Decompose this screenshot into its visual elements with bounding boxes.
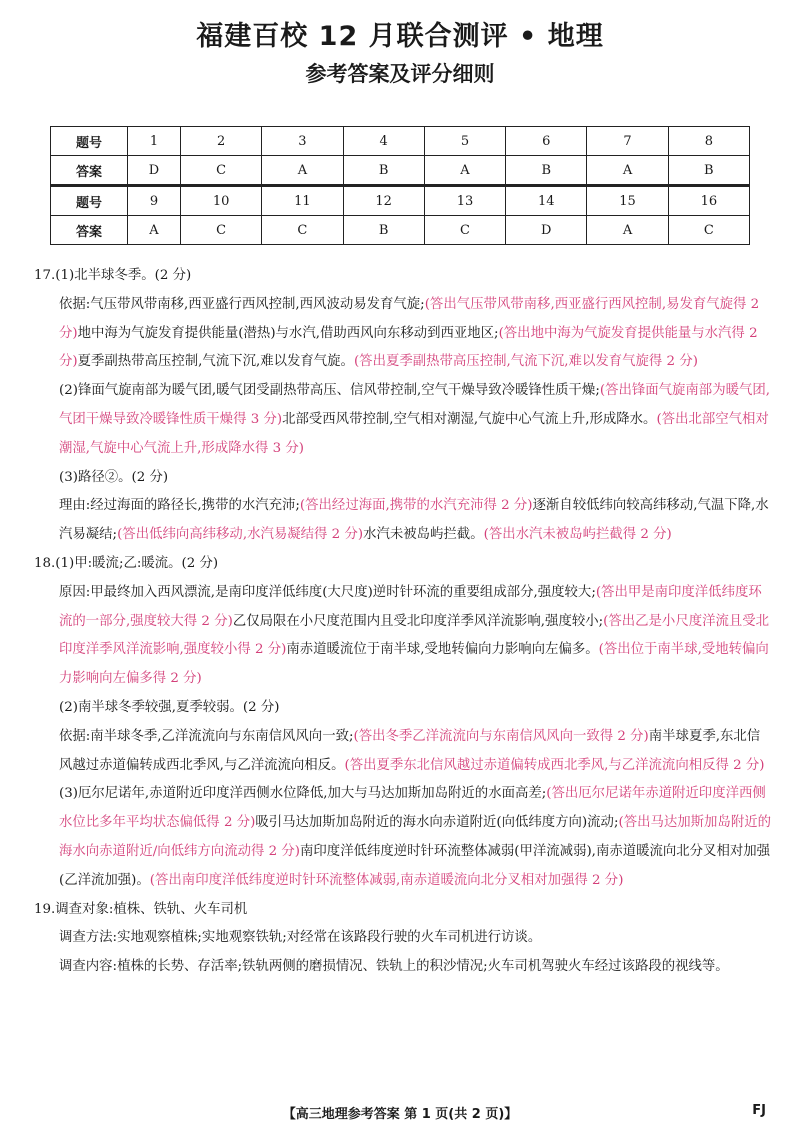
page-footer: 【高三地理参考答案 第 1 页(共 2 页)】 (282, 1107, 518, 1122)
question-number: 3 (262, 127, 343, 156)
scoring-note: (答出北部空气相对潮湿,气旋中心气流上升,形成降水得 3 分) (59, 411, 769, 456)
table-row-numbers-1 (51, 127, 750, 156)
q18-part1-heading: 18.(1)甲:暖流;乙:暖流。(2 分) (34, 555, 219, 571)
q18-part2-explanation (34, 723, 772, 781)
q19-subjects: 19.调查对象:植株、铁轨、火车司机 (34, 901, 248, 917)
question-number: 2 (180, 127, 261, 156)
answer-cell: B (343, 156, 424, 186)
answer-cell: A (587, 216, 668, 245)
row-answer-label: 答案 (51, 156, 128, 186)
scoring-note: (答出位于南半球,受地转偏向力影响向左偏多得 2 分) (59, 642, 769, 687)
answer-cell: D (506, 216, 587, 245)
q18-part2-heading: (2)南半球冬季较强,夏季较弱。(2 分) (59, 699, 280, 715)
question-number: 9 (128, 186, 181, 216)
scoring-note: (答出锋面气旋南部为暖气团,气团干燥导致冷暖锋性质干燥得 3 分) (59, 383, 771, 427)
table-row-answers-2 (51, 216, 750, 245)
scoring-note: (答出低纬向高纬移动,水汽易凝结得 2 分) (117, 527, 364, 543)
question-number: 16 (668, 186, 749, 216)
answer-cell: D (128, 156, 181, 186)
question-number: 8 (668, 127, 749, 156)
answer-text: 原因:甲最终加入西风漂流,是南印度洋低纬度(大尺度)逆时针环流的重要组成部分,强度较大; (59, 584, 596, 600)
answer-cell: C (180, 216, 261, 245)
scoring-note: (答出气压带风带南移,西亚盛行西风控制,易发育气旋得 2 分) (59, 296, 760, 341)
page-subtitle: 参考答案及评分细则 (305, 62, 495, 86)
answer-text: 北部受西风带控制,空气相对潮湿,气旋中心气流上升,形成降水。 (282, 411, 657, 427)
scoring-note: (答出南印度洋低纬度逆时针环流整体减弱,南赤道暖流向北分叉相对加强得 2 分) (149, 872, 624, 888)
scoring-note: (答出水汽未被岛屿拦截得 2 分) (483, 527, 672, 543)
answer-text: (3)厄尔尼诺年,赤道附近印度洋西侧水位降低,加大与马达加斯加岛附近的水面高差; (59, 786, 547, 802)
scoring-note: (答出马达加斯加岛附近的海水向赤道附近/向低纬方向流动得 2 分) (59, 815, 771, 859)
question-number: 1 (128, 127, 181, 156)
question-number: 7 (587, 127, 668, 156)
row-answer-label: 答案 (51, 216, 128, 245)
scoring-note: (答出冬季乙洋流流向与东南信风风向一致得 2 分) (353, 728, 649, 744)
answer-cell: A (587, 156, 668, 186)
scoring-note: (答出甲是南印度洋低纬度环流的一部分,强度较大得 2 分) (59, 584, 762, 629)
table-row-answers-1 (51, 156, 750, 186)
answer-cell: C (424, 216, 505, 245)
answer-cell: B (506, 156, 587, 186)
scoring-note: (答出乙是小尺度洋流且受北印度洋季风洋流影响,强度较小得 2 分) (59, 613, 770, 658)
answer-cell: B (668, 156, 749, 186)
answer-text: 夏季副热带高压控制,气流下沉,难以发育气旋。 (77, 354, 354, 370)
q17-part2 (34, 377, 772, 463)
answer-cell: C (262, 216, 343, 245)
question-number: 11 (262, 186, 343, 216)
answer-text: (2)锋面气旋南部为暖气团,暖气团受副热带高压、信风带控制,空气干燥导致冷暖锋性质干燥; (59, 383, 600, 399)
answer-table (50, 126, 750, 245)
page-title: 福建百校 12 月联合测评 • 地理 (196, 21, 604, 52)
answer-text: 依据:南半球冬季,乙洋流流向与东南信风风向一致; (59, 728, 354, 744)
question-number: 4 (343, 127, 424, 156)
question-number: 5 (424, 127, 505, 156)
scoring-note: (答出经过海面,携带的水汽充沛得 2 分) (299, 498, 533, 514)
answer-text: 逐渐自较低纬向较高纬移动,气温下降,水汽易凝结; (59, 498, 769, 543)
answer-cell: C (180, 156, 261, 186)
q18-part1-explanation (34, 579, 772, 694)
question-number: 15 (587, 186, 668, 216)
question-number: 14 (506, 186, 587, 216)
answer-text: 吸引马达加斯加岛附近的海水向赤道附近(向低纬度方向)流动; (255, 815, 619, 831)
row-header-label: 题号 (51, 186, 128, 216)
answer-text: 依据:气压带风带南移,西亚盛行西风控制,西风波动易发育气旋; (59, 296, 425, 312)
answer-text: 南印度洋低纬度逆时针环流整体减弱(甲洋流减弱),南赤道暖流向北分叉相对加强(乙洋流加强)。 (59, 843, 771, 888)
answer-text: 乙仅局限在小尺度范围内且受北印度洋季风洋流影响,强度较小; (232, 613, 604, 629)
q17-part3-explanation (34, 492, 772, 550)
q19-methods: 调查方法:实地观察植株;实地观察铁轨;对经常在该路段行驶的火车司机进行访谈。 (59, 930, 542, 946)
q17-part1-explanation (34, 291, 772, 377)
answer-text: 南半球夏季,东北信风越过赤道偏转成西北季风,与乙洋流流向相反。 (59, 728, 761, 773)
scoring-note: (答出夏季副热带高压控制,气流下沉,难以发育气旋得 2 分) (353, 354, 698, 370)
q19-contents: 调查内容:植株的长势、存活率;铁轨两侧的磨损情况、铁轨上的积沙情况;火车司机驾驶火车经过该路段的视线等。 (59, 959, 729, 975)
question-number: 13 (424, 186, 505, 216)
q17-part1-heading: 17.(1)北半球冬季。(2 分) (34, 268, 192, 283)
scoring-note: (答出厄尔尼诺年赤道附近印度洋西侧水位比多年平均状态偏低得 2 分) (59, 786, 766, 831)
answer-text: 南赤道暖流位于南半球,受地转偏向力影响向左偏多。 (286, 642, 599, 658)
question-number: 6 (506, 127, 587, 156)
table-row-numbers-2 (51, 186, 750, 216)
answer-cell: A (128, 216, 181, 245)
footer-region-code: FJ (752, 1103, 766, 1118)
answer-text: 水汽未被岛屿拦截。 (363, 527, 484, 543)
row-header-label: 题号 (51, 127, 128, 156)
q18-part3 (34, 780, 772, 895)
answer-text: 地中海为气旋发育提供能量(潜热)与水汽,借助西风向东移动到西亚地区; (77, 325, 499, 341)
question-number: 10 (180, 186, 261, 216)
question-number: 12 (343, 186, 424, 216)
answer-cell: B (343, 216, 424, 245)
answer-cell: A (262, 156, 343, 186)
answer-text: 理由:经过海面的路径长,携带的水汽充沛; (59, 498, 300, 514)
answer-content (34, 262, 772, 982)
q17-part3-heading: (3)路径②。(2 分) (59, 469, 169, 485)
answer-cell: A (424, 156, 505, 186)
answer-cell: C (668, 216, 749, 245)
scoring-note: (答出夏季东北信风越过赤道偏转成西北季风,与乙洋流流向相反得 2 分) (344, 757, 765, 773)
scoring-note: (答出地中海为气旋发育提供能量与水汽得 2 分) (59, 325, 758, 370)
